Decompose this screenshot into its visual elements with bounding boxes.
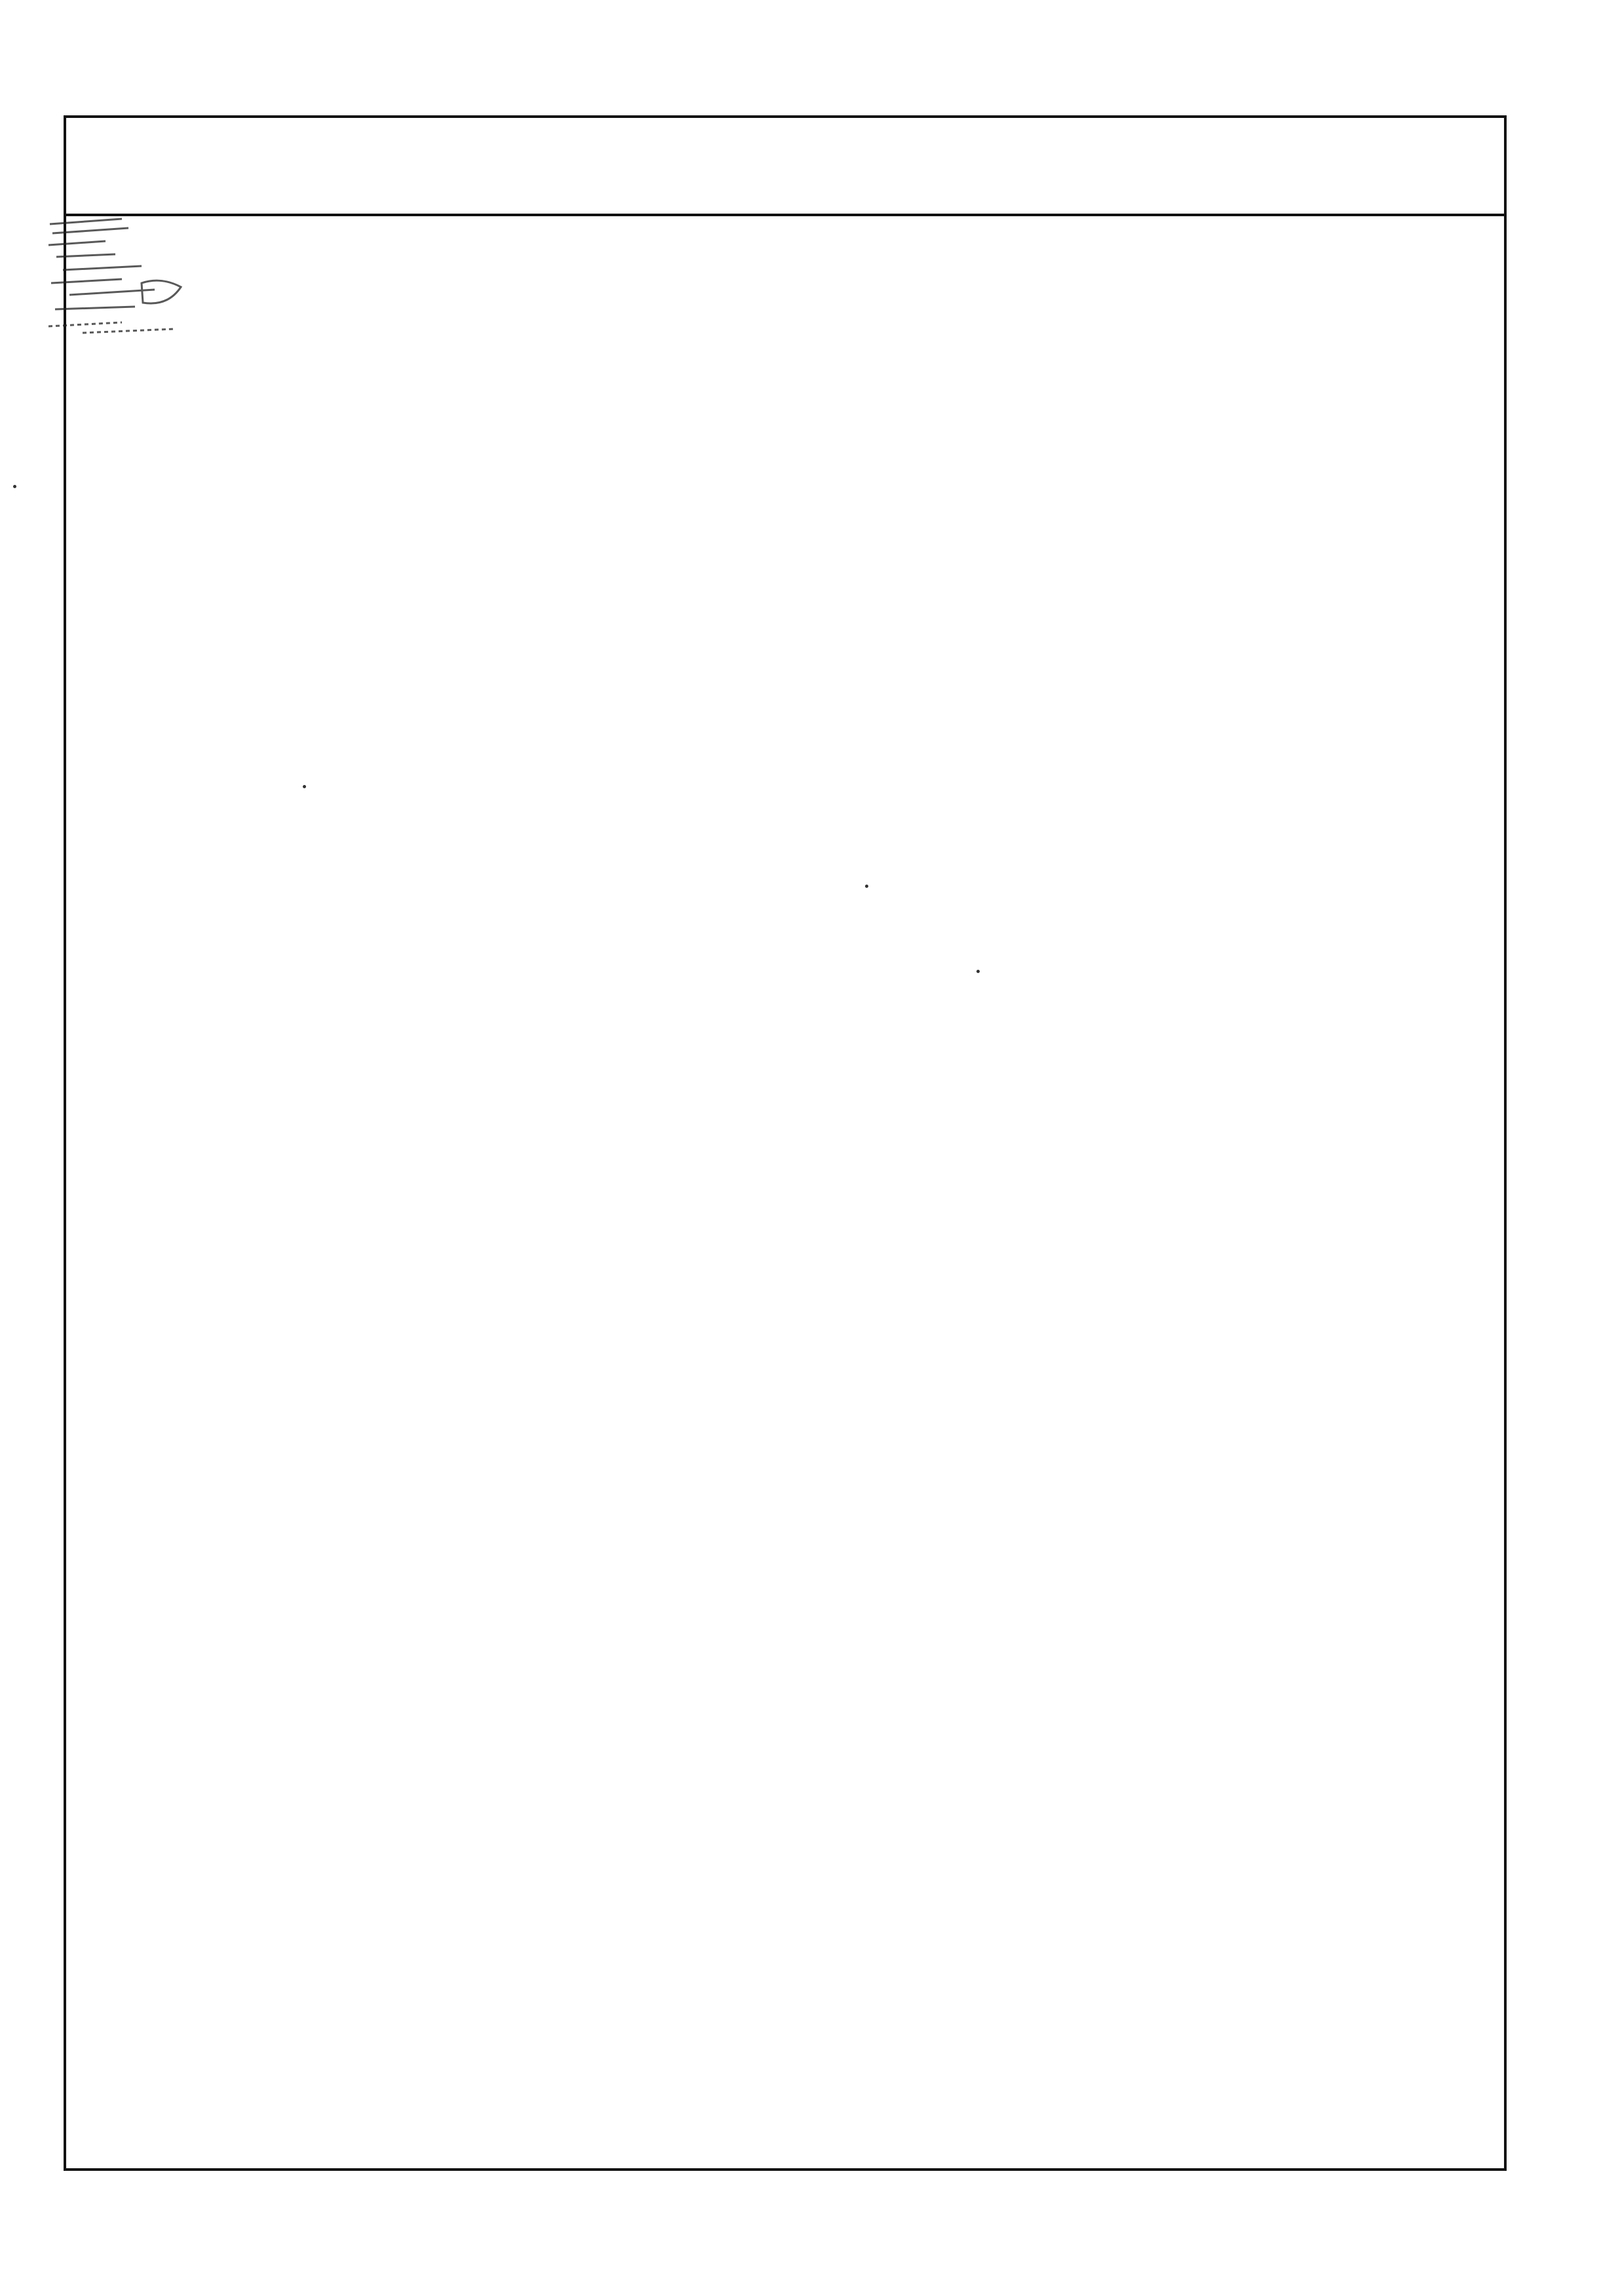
scan-speck — [976, 970, 980, 973]
scan-speck — [303, 785, 306, 788]
scan-speck — [865, 885, 868, 888]
document-frame — [64, 115, 1507, 2171]
original-permit — [100, 915, 106, 947]
permit-number — [1121, 139, 1147, 187]
scan-speck — [13, 485, 16, 488]
title-divider — [64, 214, 1507, 216]
ink-stamp-icon — [43, 211, 194, 339]
